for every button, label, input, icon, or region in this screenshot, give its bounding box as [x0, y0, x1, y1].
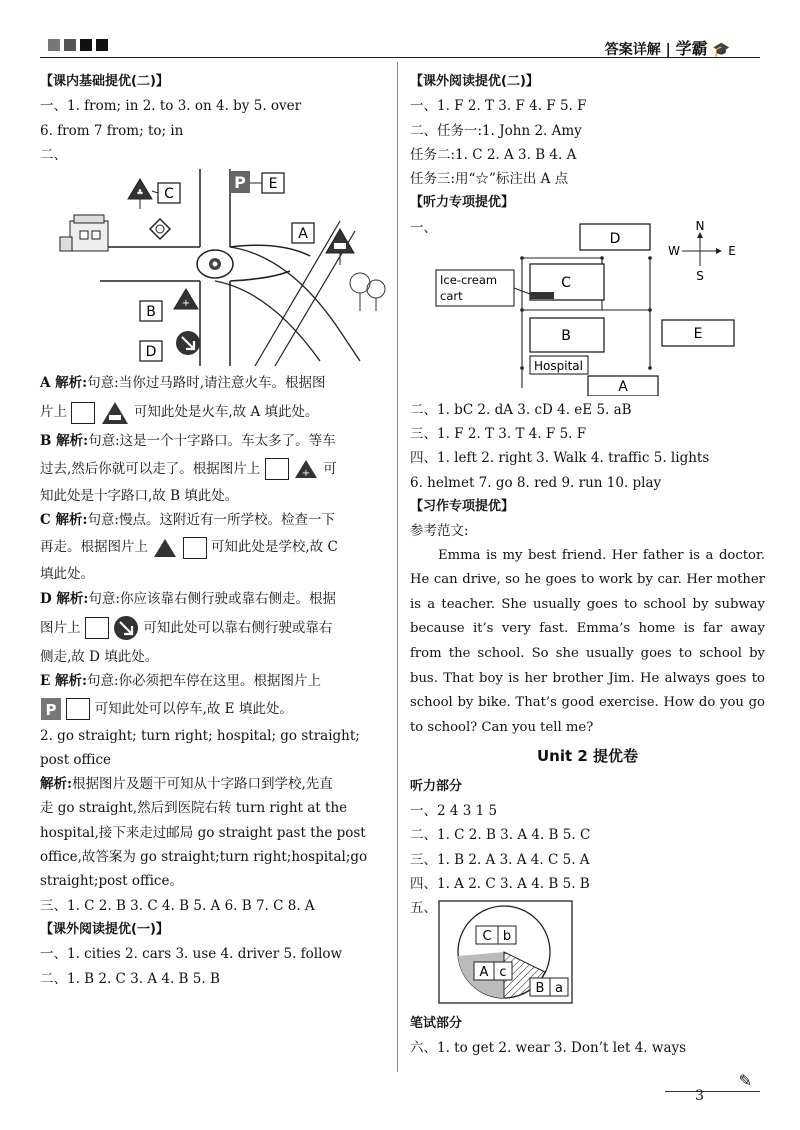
- answer-line: 一、1. F 2. T 3. F 4. F 5. F: [410, 98, 587, 115]
- svg-text:B: B: [535, 981, 545, 997]
- header-square: [64, 39, 76, 51]
- svg-text:S: S: [696, 268, 704, 283]
- answer-line: 三、1. B 2. A 3. A 4. C 5. A: [410, 851, 590, 868]
- train-sign-icon: [100, 400, 130, 426]
- answer-line: 2. go straight; turn right; hospital; go straight;: [40, 727, 360, 744]
- explanation-route-line: office,故答案为 go straight;turn right;hospital;go: [40, 849, 368, 866]
- crossroads-sign-icon: [150, 219, 170, 239]
- header-brand: 学霸: [675, 39, 708, 58]
- explanation-route: 解析:根据图片及题干可知从十字路口到学校,先直: [40, 776, 333, 793]
- box-E-label: E: [693, 325, 703, 342]
- svg-text:N: N: [695, 218, 705, 233]
- pencil-icon: ✎: [738, 1071, 752, 1090]
- section-title: 【习作专项提优】: [410, 498, 515, 514]
- header-square: [96, 39, 108, 51]
- pie-label-Ba: [530, 978, 568, 996]
- school-sign-icon: [128, 179, 152, 209]
- answer-line: 6. helmet 7. go 8. red 9. run 10. play: [410, 474, 662, 491]
- answer-line: 任务三:用“☆”标注出 A 点: [410, 171, 569, 188]
- svg-text:Ice-cream: Ice-cream: [440, 272, 498, 287]
- svg-text:a: a: [555, 981, 563, 997]
- answer-line: 二、: [40, 146, 67, 163]
- answer-line: 任务二:1. C 2. A 3. B 4. A: [410, 146, 577, 163]
- pie-label-Cb: [476, 926, 516, 944]
- school-sign-icon: [152, 537, 178, 559]
- label-box-E: [250, 173, 284, 193]
- header-title: 答案详解 | 学霸 🎓: [604, 39, 730, 58]
- svg-text:E: E: [268, 176, 278, 193]
- answer-line: 6. from 7 from; to; in: [40, 122, 184, 139]
- svg-text:E: E: [728, 243, 736, 258]
- section-title: 【课外阅读提优(一)】: [40, 921, 169, 937]
- explanation-C-figure: 再走。根据图片上 可知此处是学校,故 C: [40, 532, 395, 562]
- box-D-label: D: [609, 230, 621, 247]
- answer-line: 二、1. B 2. C 3. A 4. B 5. B: [40, 970, 220, 987]
- answer-line: 四、1. left 2. right 3. Walk 4. traffic 5. lights: [410, 450, 710, 467]
- train-sign-icon: [326, 229, 354, 265]
- svg-text:D: D: [145, 344, 157, 361]
- model-essay: Emma is my best friend. Her father is a doctor. He can drive, so he goes to work by car. Her mother is a teacher. She usually goes to school by subway because it’s very fast. Emma’s home is far away from the school. So she usually goes to school by bus. That boy is her brother Jim. He always goes to school by bike. That’s good exercise. How do you go to school? Can you tell me?: [410, 547, 765, 735]
- crossroads-warning-icon: [174, 289, 198, 309]
- answer-line: 二、1. bC 2. dA 3. cD 4. eE 5. aB: [410, 401, 632, 418]
- svg-text:♣: ♣: [136, 188, 144, 198]
- left-column: [40, 70, 395, 991]
- svg-text:+: +: [301, 468, 311, 480]
- explanation-D: D 解析:句意:你应该靠右侧行驶或靠右侧走。根据: [40, 590, 336, 607]
- street-map-figure: [40, 161, 395, 371]
- reference-label: 参考范文:: [410, 523, 469, 540]
- graduation-cap-icon: 🎓: [712, 42, 730, 58]
- svg-text:c: c: [499, 965, 507, 981]
- header-square: [48, 39, 60, 51]
- header-label: 答案详解: [604, 42, 661, 58]
- explanation-A-figure: 片上 可知此处是火车,故 A 填此处。: [40, 395, 395, 429]
- footer-rule: [665, 1091, 760, 1092]
- answer-line: 三、1. C 2. B 3. C 4. B 5. A 6. B 7. C 8. A: [40, 897, 315, 914]
- box-C-label: C: [561, 274, 571, 291]
- explanation-C: C 解析:句意:慢点。这附近有一所学校。检查一下: [40, 512, 335, 529]
- blank-box: [85, 617, 109, 639]
- right-column: [410, 70, 765, 1061]
- explanation-E: E 解析:句意:你必须把车停在这里。根据图片上: [40, 673, 322, 690]
- svg-text:C: C: [164, 186, 174, 203]
- svg-text:cart: cart: [440, 288, 463, 303]
- answer-line: 一、1. cities 2. cars 3. use 4. driver 5. follow: [40, 946, 343, 963]
- answer-line: 四、1. A 2. C 3. A 4. B 5. B: [410, 875, 590, 892]
- box-A-label: A: [618, 378, 628, 395]
- svg-text:+: +: [181, 298, 191, 310]
- label-box-B: [140, 301, 162, 321]
- tree-icon: [350, 273, 385, 311]
- parking-sign-icon: [230, 171, 250, 193]
- svg-text:A: A: [298, 226, 308, 243]
- section-title: 【听力专项提优】: [410, 195, 515, 211]
- explanation-route-line: straight;post office。: [40, 873, 183, 890]
- pie-label-Ac: [474, 962, 512, 980]
- explanation-E-figure: P 可知此处可以停车,故 E 填此处。: [40, 694, 395, 724]
- header-square: [80, 39, 92, 51]
- keep-right-sign-icon: [113, 615, 139, 641]
- blank-box: [183, 537, 207, 559]
- blank-box: [265, 458, 289, 480]
- listening-part-title: 听力部分: [410, 778, 463, 794]
- answer-line: 六、1. to get 2. wear 3. Don’t let 4. ways: [410, 1040, 687, 1057]
- answer-line: 五、 C b A c B a: [410, 896, 765, 1006]
- explanation-B: B 解析:句意:这是一个十字路口。车太多了。等车: [40, 433, 336, 450]
- svg-text:A: A: [479, 965, 489, 981]
- label-box-A: [292, 223, 314, 243]
- header-rule: [40, 57, 760, 58]
- blank-box: [71, 402, 95, 424]
- answer-line: 一、1. from; in 2. to 3. on 4. by 5. over: [40, 98, 302, 115]
- answer-line: 二、1. C 2. B 3. A 4. B 5. C: [410, 827, 591, 844]
- listening-map-figure: [410, 218, 765, 396]
- explanation-D-end: 侧走,故 D 填此处。: [40, 648, 159, 665]
- compass-icon: [668, 219, 736, 283]
- hospital-label: Hospital: [534, 358, 583, 373]
- label-box-D: [140, 341, 162, 361]
- svg-text:C: C: [482, 929, 492, 945]
- section-title: 【课内基础提优(二)】: [40, 74, 169, 89]
- explanation-route-line: 走 go straight,然后到医院右转 turn right at the: [40, 800, 348, 817]
- answer-line: 一、2 4 3 1 5: [410, 802, 498, 819]
- explanation-D-figure: 图片上 可知此处可以靠右侧行驶或靠右: [40, 611, 395, 645]
- header-decoration: [48, 39, 108, 51]
- explanation-B-figure: 过去,然后你就可以走了。根据图片上 + 可: [40, 454, 395, 484]
- pie-diagram-figure: [438, 900, 573, 1005]
- parking-sign-icon: [40, 697, 62, 721]
- written-part-title: 笔试部分: [410, 1016, 463, 1032]
- explanation-C-end: 填此处。: [40, 566, 94, 583]
- svg-text:W: W: [668, 243, 680, 258]
- svg-text:P: P: [234, 173, 246, 193]
- blank-box: [66, 698, 90, 720]
- explanation-route-line: hospital,接下来走过邮局 go straight past the post: [40, 824, 366, 841]
- section-title: 【课外阅读提优(二)】: [410, 74, 539, 89]
- label-box-C: [152, 183, 180, 203]
- crossroads-warning-icon: [293, 458, 319, 480]
- explanation-B-end: 知此处是十字路口,故 B 填此处。: [40, 487, 239, 504]
- page-number: 3: [695, 1088, 704, 1104]
- svg-text:b: b: [502, 929, 512, 945]
- answer-line: 三、1. F 2. T 3. T 4. F 5. F: [410, 426, 587, 443]
- answer-line: 一、: [410, 219, 437, 236]
- unit-title: Unit 2 提优卷: [536, 747, 639, 766]
- answer-line: post office: [40, 751, 112, 768]
- svg-text:B: B: [146, 304, 156, 321]
- ice-cream-cart-marker: [530, 292, 554, 299]
- column-divider: [397, 62, 398, 1072]
- box-B-label: B: [561, 327, 571, 344]
- answer-line: 二、任务一:1. John 2. Amy: [410, 122, 582, 139]
- building-icon: [60, 215, 108, 251]
- keep-right-sign-icon: [176, 331, 200, 355]
- explanation-A: A 解析:句意:当你过马路时,请注意火车。根据图: [40, 375, 326, 392]
- svg-text:P: P: [45, 701, 57, 720]
